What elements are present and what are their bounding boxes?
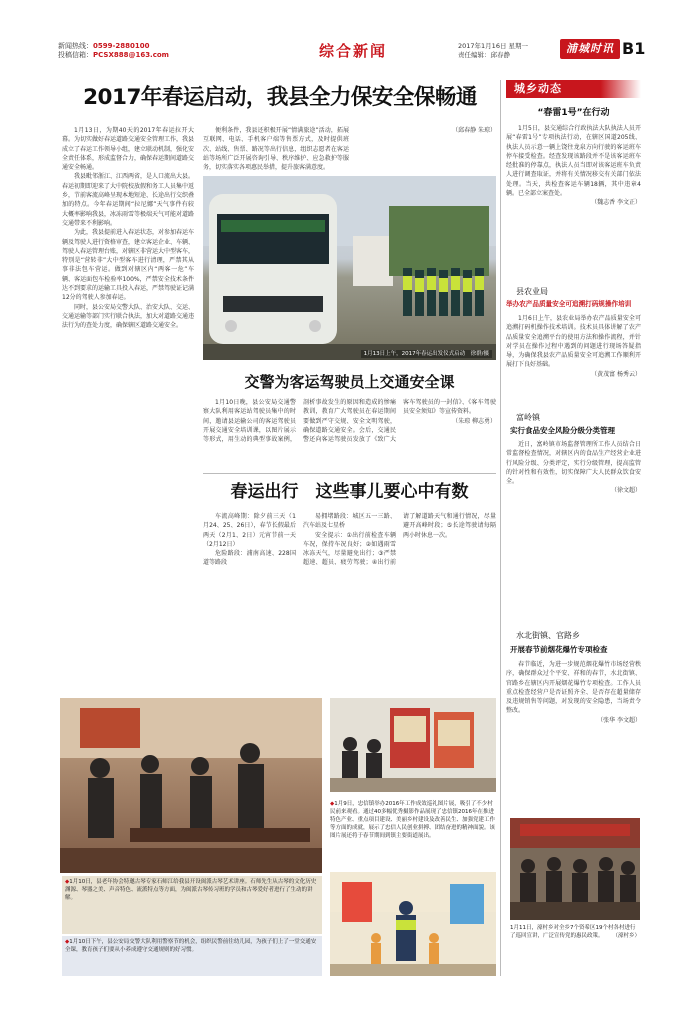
side-a4-place: 水北街镇、官路乡 [516,631,580,640]
side-a1-body [506,124,641,284]
kindergarten-scene-image [330,872,496,976]
side-photo [510,818,640,920]
traffic-credit: （朱琼 柳志勇） [452,417,496,425]
bus-scene-image [203,176,496,360]
side-a2-body [506,314,641,412]
lead-photo-caption: 1月13日上午，2017年春运出发仪式启动 徐群/摄 [361,350,492,358]
side-a3-body [506,440,641,600]
lead-paragraph: 我县毗邻浙江、江西两省，是人口流出大县。春运初期即迎来了大中院校放假和务工人员集中返乡，节前客流高峰呈现本地短途、长途出行交织叠加的特点。今年春运期间“拉尼娜”天气事件有较大概率影响我县，冰冻雨雪等极端天气可能对道路交通带来不利影响。 [62,173,194,227]
lead-headline: 2017年春运启动，我县全力保安全保畅通 [83,85,477,110]
side-a4-title: 开展春节前烟花爆竹专项检查 [510,645,608,654]
hotline-number: 0599-2880100 [93,42,150,50]
side-photo-credit: （濠村乡） [612,933,640,939]
tips-paragraph: 易拥堵路段：城区五一三路、汽车站及七星桥 [303,513,396,530]
side-a2-place: 县农业局 [516,287,548,296]
masthead [0,0,700,62]
lead-paragraph: 同时，县公安局交警大队、治安大队、交运、交通运输等部门实行联合执法，加大对道路交通违法行为的查处力度，确保辖区道路交通安全。 [62,303,194,330]
traffic-headline: 交警为客运驾驶员上交通安全课 [244,373,455,391]
hotline-line [58,42,258,51]
side-a2-title: 举办农产品质量安全可追溯打码规操作培训 [506,300,632,308]
hotline-label: 新闻热线： [58,42,93,50]
email-address: PCSX888@163.com [93,51,169,59]
lead-paragraph: 1月13日，为期40天的2017年春运拉开大幕。为切实做好春运道路交通安全管理工作，我县成立了春运工作领导小组，建立联动机制，强化安全责任体系，形成监督合力，确保春运期间道路交通安全畅通。 [62,127,194,172]
guqin-scene-image [60,698,322,873]
side-a2-credit-line [506,370,641,379]
paper-logo: 浦城时讯 [560,39,620,59]
sidebar-header: 城乡动态 [506,80,641,98]
side-a3-title: 实行食品安全风险分级分类管理 [510,426,615,435]
traffic-body [203,398,496,470]
photo-bullet-icon: ◆ [330,801,335,807]
side-a1-title: “春雷1号”在行动 [537,108,610,118]
lead-column-1 [62,126,194,638]
lead-paragraph: 为此，我县提前进入春运状态，对参加春运车辆及驾驶人进行资格审查，建立客运企业、车辆、驾驶人春运管理台账，对辖区非营运大中型客车，特别是“营转非”大中型客车进行清理，严禁其从事非法包车营运。做到对辖区内“两客一危”车辆、客运面包车检验率100%，严禁安全技术条件达不到要求的运输工具投入春运，严禁驾驶证记满12分的驾驶人参加春运。 [62,229,194,302]
tips-headline: 春运出行 这些事儿要心中有数 [230,482,469,502]
side-a3-place: 富岭镇 [516,413,540,422]
side-a3-credit: （徐文超） [610,487,641,495]
traffic-paragraph: 1月10日晚，县公安局交通警察大队利用客运站驾驶员集中的时间，邀请县运输公司的客运驾驶员开展交通安全培训课，以图片展示等形式，用生动的典型事故案例，剖析事故发生的原因和造成的惨痛教训，教育广大驾驶员在春运期间要做到严守交规、安全文明驾驶，确保道路交通安全。会后，交通民警还向客运驾驶员发放了《致广大客车驾驶员的一封信》、《客车驾驶员安全须知》等宣传资料。 [203,399,496,444]
side-a4-credit-line [506,716,641,725]
lead-photo [203,176,496,360]
side-a1-paragraph: 1月5日，县交通综合行政执法大队执法人员开展“春雷1号”专项执法行动，在辖区国道205线、执法人员示意一辆上饶往龙泉方向行驶的客运班车停车接受检查。经查发现该路段并不是该客运班车经批准的停靠点，执法人员当即对该客运班车负责人进行调查取证，并将有关情况移交有关部门依法处理。当天，共检查客运车辆18辆，其中违章4辆。已全部立案查处。 [506,125,641,198]
exhibition-scene-image [330,698,496,792]
kindergarten-caption: ◆1月10日下午，县公安局交警大队利用警察节的机会，组织民警前往幼儿园，为孩子们上了一堂交通安全课，教育孩子们要从小养成遵守交通规则的好习惯。 [62,936,322,976]
email-line [58,51,278,60]
divider [203,473,496,474]
lead-column-3 [356,126,496,174]
tips-paragraph: 安全提示：①出行前检查车辆车况，保持车况良好；②如遇雨雪冰冻天气，尽量避免出行；③严禁超速、超员、疲劳驾驶；④出行前请了解道路天气和通行情况，尽量避开高峰时段；⑤长途驾驶请每隔两小时休息一次。 [303,513,496,567]
email-label: 投稿信箱： [58,51,93,59]
side-a1-credit: （魏志香 李文正） [591,199,641,207]
tips-paragraph: 车流高峰期：除夕前三天（1月24、25、26日），春节长假最后两天（2月1、2日）元宵节前一天（2月12日） [203,513,296,548]
meeting-scene-image [510,818,640,920]
guqin-photo [60,698,322,873]
kindergarten-photo [330,872,496,976]
side-a4-credit: （张华 李文超） [597,716,641,724]
column-divider [500,80,501,976]
issue-date: 2017年1月16日 星期一 [458,42,529,50]
page-number: B1 [622,39,646,58]
side-a2-paragraph: 1月6日上午，县农业局举办农产品质量安全可追溯打码机操作技术培训。技术员具体讲解了农产品质量安全追溯平台的使用方法和操作流程，并针对学员在操作过程中遇到的问题进行现场答疑指导，为确保我县农产品质量安全可追溯工作顺利开展打下良好基础。 [506,315,641,369]
side-a1-credit-line [506,198,641,207]
side-photo-caption: 1月11日，濠村乡对全乡7个资希区19个村各村进行了巡回宣讲，广泛宣传党的惠民政策。 （濠村乡） [510,925,640,939]
tips-body [203,512,496,638]
traffic-credit-line [403,417,496,426]
lead-credit: （邱春静 朱琼） [452,127,496,134]
photo-bullet-icon: ◆ [65,879,70,885]
side-a3-credit-line [506,486,641,495]
side-a2-credit: （黄茂富 杨秀云） [591,370,641,378]
photo-bullet-icon: ◆ [65,939,70,945]
lead-column-2 [203,126,349,174]
exhibition-caption: ◆1月9日，忠信镇举办2016年工作成效巡礼图片展，吸引了不少村民前来观看。通过40多幅优秀摄影作品展现了忠信镇2016年在推进特色产业、重点项目建设、美丽乡村建设及改善民生、加强党建工作等方面的成就，展示了忠信人民创业拼搏、团结奋进的精神面貌。该图片展还将于春节期间到镇主要街道展出。 [330,801,496,839]
lead-paragraph: 便利条件，我县还积极开展“情满旅途”活动，拓展互联网、电话、手机客户端等售票方式，及时提供班次、站线、售票、路况等出行信息，组织志愿者在客运站等场所广泛开展咨询引导、秩序维护、应急救护等服务，切实落实各项惠民举措，提升旅客满意度。 [203,127,349,172]
side-a4-body [506,660,641,812]
issue-editor: 责任编辑：邱春静 [458,51,510,59]
guqin-caption: ◆1月10日，县老年协会特邀古琴专家石师江给我县开设闽派古琴艺术讲座。石师先生从古琴的文化历史渊源、琴器之美、声音特色、流派特点等方面，为闽派古琴传习班的学员和古琴爱好者进行了生动的讲解。 [62,876,322,934]
section-title: 综合新闻 [318,42,387,60]
side-a4-paragraph: 春节临近，为进一步规范烟花爆竹市场经营秩序，确保群众过个平安、祥和的春节，水北街镇、官路乡在辖区内开展烟花爆竹专项检查。工作人员重点检查经营户是否证照齐全、是否存在超量储存及违规销售等问题，对发现的安全隐患，当场责令整改。 [506,661,641,715]
exhibition-photo [330,698,496,792]
tips-paragraph: 危险路段：浦南高速、228国道等路段 [203,550,296,567]
side-a3-paragraph: 近日，富岭镇市场监督管理所工作人员结合日常监督检查情况，对辖区内的食品生产经营企业进行风险分级、分类评定，实行分级管理，提高监管的针对性和有效性，切实保障广大人民群众饮食安全。 [506,441,641,486]
